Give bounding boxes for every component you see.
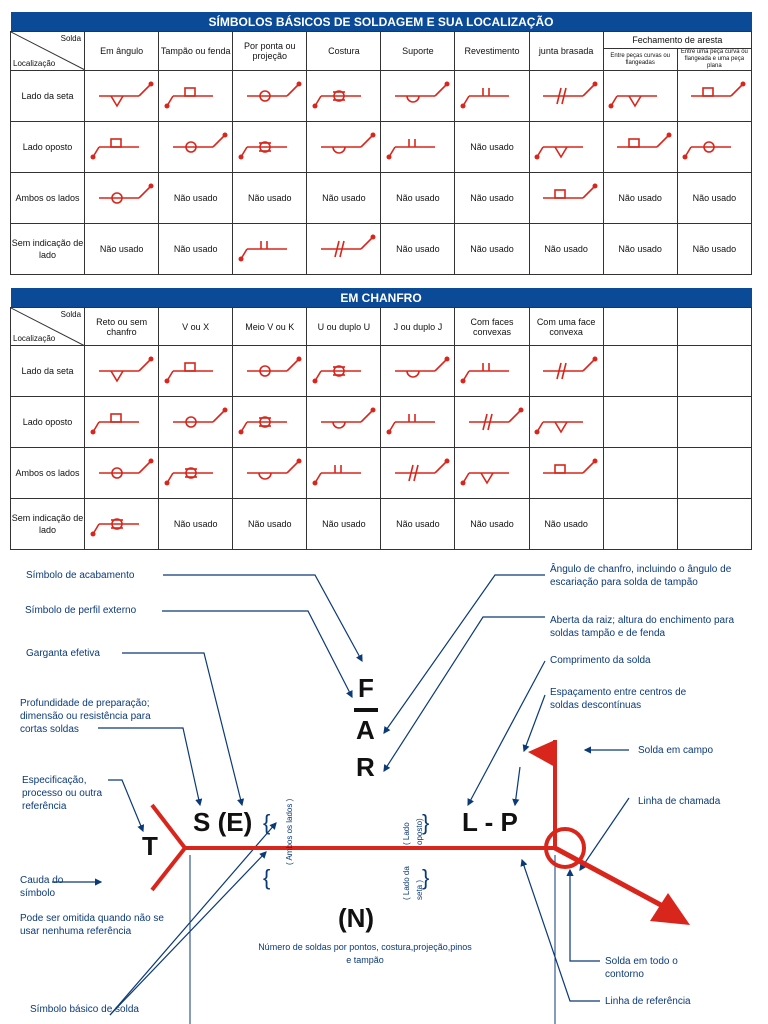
weld-symbol-icon	[309, 453, 379, 491]
symbol-cell	[677, 71, 751, 122]
not-used-cell: Não usado	[603, 173, 677, 224]
label-comprimento: Comprimento da solda	[550, 655, 651, 666]
weld-symbol-icon	[161, 453, 231, 491]
symbol-cell	[529, 71, 603, 122]
not-used-cell: Não usado	[455, 173, 529, 224]
table-row	[11, 346, 752, 397]
column-header: Suporte	[381, 32, 455, 71]
column-header: Reto ou sem chanfro	[85, 308, 159, 346]
row-label: Sem indicação de lado	[11, 224, 85, 275]
symbol-cell	[307, 397, 381, 448]
label-abertura: Aberta da raiz; altura do enchimento para soldas tampão e de fenda	[550, 615, 734, 639]
table-title: EM CHANFRO	[11, 288, 752, 308]
not-used-cell	[603, 397, 677, 448]
weld-symbol-icon	[605, 127, 675, 165]
label-seta: ( Lado da seta )	[402, 866, 424, 900]
row-label: Ambos os lados	[11, 448, 85, 499]
symbol-cell	[381, 346, 455, 397]
symbol-cell	[159, 71, 233, 122]
symbol-cell	[603, 71, 677, 122]
weld-symbol-icon	[531, 76, 601, 114]
label-oposto: ( Lado oposto)	[402, 818, 424, 845]
symbol-cell	[233, 224, 307, 275]
symbol-cell	[307, 346, 381, 397]
label-basico: Símbolo básico de solda	[30, 1004, 139, 1015]
weld-symbol-icon	[531, 402, 601, 440]
column-header: Costura	[307, 32, 381, 71]
label-perfil: Símbolo de perfil externo	[25, 605, 137, 616]
symbol-cell	[159, 448, 233, 499]
weld-symbol-icon	[679, 127, 749, 165]
letter-l-p: L - P	[462, 807, 518, 837]
weld-symbol-icon	[531, 127, 601, 165]
row-label: Lado oposto	[11, 122, 85, 173]
weld-symbol-icon	[531, 178, 601, 216]
groove-symbols-table	[10, 288, 752, 550]
symbol-cell	[381, 397, 455, 448]
table-row	[11, 173, 752, 224]
weld-symbol-icon	[235, 76, 305, 114]
table-title: SÍMBOLOS BÁSICOS DE SOLDAGEM E SUA LOCALIZAÇÃO	[11, 12, 752, 32]
letter-a: A	[356, 715, 375, 745]
not-used-cell: Não usado	[159, 499, 233, 550]
weld-symbol-icon	[87, 76, 157, 114]
letter-r: R	[356, 752, 375, 782]
symbol-cell	[529, 397, 603, 448]
not-used-cell: Não usado	[233, 173, 307, 224]
weld-symbol-icon	[383, 76, 453, 114]
label-garganta: Garganta efetiva	[26, 648, 100, 659]
column-header	[603, 308, 677, 346]
not-used-cell: Não usado	[307, 173, 381, 224]
table-row	[11, 122, 752, 173]
not-used-cell: Não usado	[603, 224, 677, 275]
symbol-cell	[159, 397, 233, 448]
label-ambos: ( Ambos os lados )	[285, 798, 294, 865]
symbol-cell	[307, 448, 381, 499]
weld-symbol-icon	[383, 351, 453, 389]
label-campo: Solda em campo	[638, 745, 714, 756]
weld-symbol-icon	[235, 453, 305, 491]
weld-symbol-icon	[87, 351, 157, 389]
not-used-cell: Não usado	[381, 224, 455, 275]
symbol-cell	[455, 397, 529, 448]
column-header: Tampão ou fenda	[159, 32, 233, 71]
corner-cell	[11, 308, 85, 346]
group-column-header: Entre peças curvas ou flangeadas	[603, 49, 677, 71]
symbol-cell	[381, 71, 455, 122]
weld-symbol-icon	[87, 402, 157, 440]
symbol-cell	[381, 122, 455, 173]
symbol-cell	[85, 122, 159, 173]
column-header: J ou duplo J	[381, 308, 455, 346]
symbol-cell	[233, 346, 307, 397]
not-used-cell	[603, 448, 677, 499]
symbol-cell	[307, 224, 381, 275]
symbol-cell	[85, 448, 159, 499]
letter-f: F	[358, 673, 374, 703]
letter-t: T	[142, 831, 158, 861]
weld-symbol-icon	[383, 453, 453, 491]
not-used-cell: Não usado	[455, 224, 529, 275]
basic-symbols-table	[10, 12, 752, 275]
symbol-cell	[159, 346, 233, 397]
column-header: Em ângulo	[85, 32, 159, 71]
column-header: U ou duplo U	[307, 308, 381, 346]
symbol-cell	[529, 448, 603, 499]
weld-symbol-icon	[87, 453, 157, 491]
letter-s-e: S (E)	[193, 807, 253, 837]
brace-top-left: {	[263, 810, 271, 835]
label-referencia: Linha de referência	[605, 996, 691, 1007]
svg-text:}: }	[422, 810, 430, 835]
symbol-cell	[85, 173, 159, 224]
symbol-cell	[381, 448, 455, 499]
row-label: Ambos os lados	[11, 173, 85, 224]
symbol-cell	[677, 122, 751, 173]
label-profundidade: Profundidade de preparação; dimensão ou resistência para cortas soldas	[20, 698, 151, 735]
label-angulo: Ângulo de chanfro, incluindo o ângulo de escariação para solda de tampão	[550, 564, 732, 588]
symbol-cell	[233, 448, 307, 499]
symbol-cell	[455, 346, 529, 397]
not-used-cell	[677, 397, 751, 448]
corner-weld-label: Solda	[60, 310, 82, 319]
not-used-cell: Não usado	[455, 122, 529, 173]
not-used-cell: Não usado	[159, 224, 233, 275]
label-contorno: Solda em todo o contorno	[605, 956, 678, 980]
weld-symbol-icon	[531, 453, 601, 491]
column-header: Revestimento	[455, 32, 529, 71]
weld-symbol-icon	[383, 127, 453, 165]
column-header: V ou X	[159, 308, 233, 346]
label-chamada: Linha de chamada	[638, 796, 721, 807]
column-header: Por ponta ou projeção	[233, 32, 307, 71]
weld-symbol-icon	[161, 351, 231, 389]
column-header: Com faces convexas	[455, 308, 529, 346]
corner-weld-label: Solda	[60, 34, 82, 43]
weld-symbol-icon	[161, 402, 231, 440]
svg-text:}: }	[422, 865, 430, 890]
not-used-cell	[603, 499, 677, 550]
label-especificacao: Especificação, processo ou outra referência	[22, 775, 103, 812]
column-header: junta brasada	[529, 32, 603, 71]
weld-symbol-icon	[161, 76, 231, 114]
column-header	[677, 308, 751, 346]
symbol-cell	[85, 499, 159, 550]
not-used-cell: Não usado	[159, 173, 233, 224]
symbol-cell	[455, 71, 529, 122]
weld-symbol-icon	[531, 351, 601, 389]
not-used-cell	[677, 346, 751, 397]
not-used-cell: Não usado	[529, 224, 603, 275]
corner-cell	[11, 32, 85, 71]
weld-symbol-icon	[87, 178, 157, 216]
not-used-cell	[603, 346, 677, 397]
svg-text:{: {	[263, 865, 271, 890]
weld-symbol-icon	[457, 402, 527, 440]
table-row	[11, 499, 752, 550]
weld-symbol-icon	[457, 453, 527, 491]
weld-symbol-diagram	[0, 555, 768, 1024]
symbol-cell	[603, 122, 677, 173]
not-used-cell: Não usado	[455, 499, 529, 550]
weld-symbol-icon	[457, 351, 527, 389]
weld-symbol-icon	[235, 351, 305, 389]
letter-n: (N)	[338, 903, 375, 933]
label-acabamento: Símbolo de acabamento	[26, 570, 135, 581]
row-label: Lado oposto	[11, 397, 85, 448]
not-used-cell: Não usado	[381, 499, 455, 550]
not-used-cell	[677, 448, 751, 499]
symbol-cell	[233, 397, 307, 448]
label-numero: Número de soldas por pontos, costura,projeção,pinos e tampão	[258, 942, 472, 965]
weld-symbol-icon	[235, 229, 305, 267]
weld-symbol-icon	[161, 127, 231, 165]
not-used-cell: Não usado	[677, 173, 751, 224]
symbol-cell	[233, 71, 307, 122]
table-row	[11, 448, 752, 499]
weld-symbol-icon	[679, 76, 749, 114]
weld-symbol-icon	[309, 351, 379, 389]
not-used-cell: Não usado	[233, 499, 307, 550]
not-used-cell: Não usado	[307, 499, 381, 550]
weld-symbol-icon	[87, 504, 157, 542]
not-used-cell: Não usado	[529, 499, 603, 550]
table-row	[11, 224, 752, 275]
table-row	[11, 397, 752, 448]
label-cauda: Cauda do símbolo	[20, 875, 64, 899]
symbol-cell	[307, 122, 381, 173]
label-espacamento: Espaçamento entre centros de soldas descontínuas	[550, 687, 687, 711]
symbol-cell	[85, 346, 159, 397]
row-label: Lado da seta	[11, 71, 85, 122]
weld-symbol-icon	[235, 127, 305, 165]
weld-symbol-icon	[309, 127, 379, 165]
table-row	[11, 71, 752, 122]
weld-symbol-icon	[383, 402, 453, 440]
column-header: Com uma face convexa	[529, 308, 603, 346]
column-header: Meio V ou K	[233, 308, 307, 346]
weld-symbol-icon	[309, 76, 379, 114]
symbol-cell	[529, 122, 603, 173]
label-omitida: Pode ser omitida quando não se usar nenhuma referência	[20, 913, 164, 937]
weld-symbol-icon	[87, 127, 157, 165]
weld-symbol-icon	[457, 76, 527, 114]
symbol-cell	[159, 122, 233, 173]
not-used-cell	[677, 499, 751, 550]
symbol-cell	[455, 448, 529, 499]
not-used-cell: Não usado	[381, 173, 455, 224]
group-column-header: Entre uma peça curva ou flangeada e uma peça plana	[677, 49, 751, 71]
symbol-cell	[85, 397, 159, 448]
corner-location-label: Localização	[13, 59, 56, 68]
row-label: Lado da seta	[11, 346, 85, 397]
weld-symbol-icon	[235, 402, 305, 440]
weld-symbol-icon	[309, 229, 379, 267]
symbol-cell	[85, 71, 159, 122]
group-header: Fechamento de aresta	[603, 32, 751, 49]
symbol-cell	[529, 173, 603, 224]
symbol-cell	[529, 346, 603, 397]
symbol-cell	[233, 122, 307, 173]
weld-symbol-icon	[605, 76, 675, 114]
not-used-cell: Não usado	[677, 224, 751, 275]
not-used-cell: Não usado	[85, 224, 159, 275]
weld-symbol-icon	[309, 402, 379, 440]
corner-location-label: Localização	[13, 334, 56, 343]
symbol-cell	[307, 71, 381, 122]
row-label: Sem indicação de lado	[11, 499, 85, 550]
